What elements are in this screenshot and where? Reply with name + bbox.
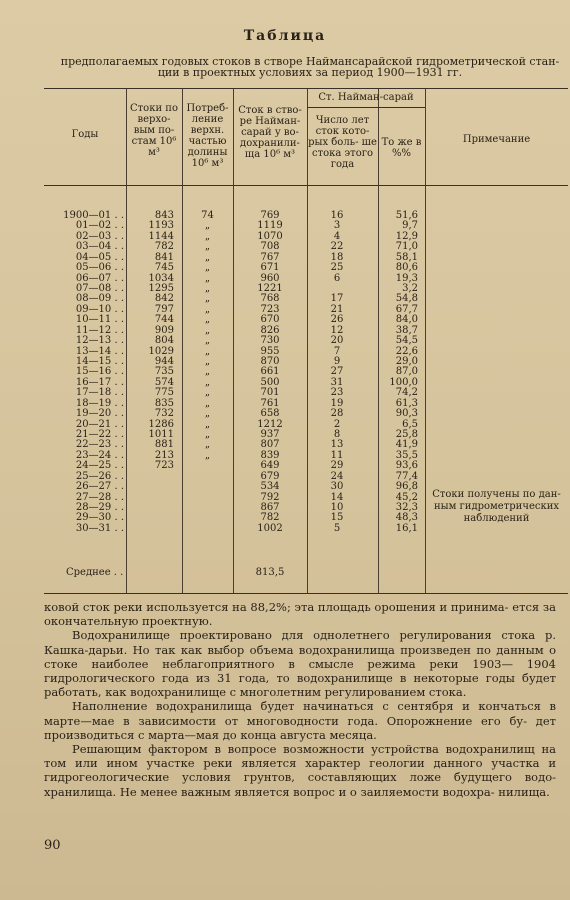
cell-valley	[182, 493, 233, 503]
cell-pct: 93,6	[395, 460, 418, 472]
cell-year: 28—29 . .	[75, 502, 124, 514]
cell-count: 17	[330, 293, 344, 305]
cell-year: 19—20 . .	[75, 408, 124, 420]
cell-runoff: 937	[260, 429, 280, 441]
cell-count: 23	[330, 387, 344, 399]
cell-upstream: 782	[154, 241, 174, 253]
cell-runoff: 723	[260, 303, 280, 315]
cell-valley: „	[204, 356, 211, 368]
cell-upstream: 909	[154, 324, 174, 336]
average-label: Среднее . .	[66, 567, 124, 578]
cell-runoff: 658	[260, 408, 280, 420]
cell-valley	[182, 472, 233, 482]
cell-upstream: 1286	[148, 418, 174, 430]
cell-runoff: 807	[260, 439, 280, 451]
cell-runoff: 1070	[257, 230, 283, 242]
cell-year: 17—18 . .	[75, 387, 124, 399]
cell-upstream: 574	[154, 376, 174, 388]
cell-year: 24—25 . .	[75, 460, 124, 472]
cell-year: 10—11 . .	[75, 314, 124, 326]
cell-count: 15	[330, 512, 344, 524]
cell-valley: „	[204, 418, 211, 430]
cell-year: 26—27 . .	[75, 481, 124, 493]
cell-valley: „	[204, 449, 211, 461]
cell-runoff: 768	[260, 293, 280, 305]
cell-year: 05—06 . .	[75, 262, 124, 274]
cell-runoff: 708	[260, 241, 280, 253]
cell-year: 30—31 . .	[75, 522, 124, 534]
table-caption: предполагаемых годовых стоков в створе Наймансарайской гидрометрической стан- ции в проектных условиях за период 1900—1931 гг.	[60, 55, 560, 79]
cell-count: 18	[330, 251, 344, 263]
cell-valley	[182, 513, 233, 523]
cell-year: 14—15 . .	[75, 356, 124, 368]
col-header-valley: Потреб- ление верхн. частью долины 10⁶ м³	[186, 103, 229, 169]
cell-upstream: 1029	[148, 345, 174, 357]
page-number: 90	[44, 838, 61, 853]
cell-upstream: 1193	[148, 220, 174, 232]
paragraph: Решающим фактором в вопросе возможности устройства водохранилищ на том или ином участке реки является характер геологии данного участка и гидрогеологические условия грунтов, составляющих ложе будущего водо- хранилища. Не менее важным является вопрос и о заиляемости водохра- нилища.	[44, 742, 556, 799]
cell-runoff: 730	[260, 335, 280, 347]
cell-count: 21	[330, 303, 344, 315]
cell-valley: „	[204, 335, 211, 347]
cell-count: 28	[330, 408, 344, 420]
cell-pct: 35,5	[395, 449, 418, 461]
cell-upstream	[126, 482, 174, 492]
average-value: 813,5	[255, 567, 285, 578]
cell-pct: 74,2	[395, 387, 418, 399]
cell-year: 08—09 . .	[75, 293, 124, 305]
paragraph: Наполнение водохранилища будет начинаться с сентября и кончаться в марте—мае в зависимости от многоводности года. Опорожнение его бу- дет производиться с марта—мая до конца августа месяца.	[44, 699, 556, 742]
cell-pct: 12,9	[395, 230, 418, 242]
cell-valley: „	[204, 303, 211, 315]
cell-year: 16—17 . .	[75, 376, 124, 388]
cell-upstream: 835	[154, 397, 174, 409]
cell-valley: „	[204, 429, 211, 441]
cell-count: 9	[333, 356, 341, 368]
cell-pct: 54,5	[395, 335, 418, 347]
cell-runoff: 1221	[257, 283, 283, 294]
cell-pct: 16,1	[395, 522, 418, 534]
cell-upstream: 213	[154, 449, 174, 461]
cell-valley	[182, 461, 233, 471]
cell-year: 04—05 . .	[75, 251, 124, 263]
cell-count: 10	[330, 502, 344, 514]
col-header-years: Годы	[71, 129, 99, 140]
col-header-note: Примечание	[462, 134, 531, 145]
cell-runoff: 761	[260, 397, 280, 409]
cell-upstream: 735	[154, 366, 174, 378]
paragraph: ковой сток реки используется на 88,2%; эта площадь орошения и принима- ется за окончательную проектную.	[44, 600, 556, 629]
cell-count: 4	[333, 230, 341, 242]
cell-upstream: 944	[154, 356, 174, 368]
cell-runoff: 500	[260, 376, 280, 388]
cell-pct: 25,8	[395, 429, 418, 441]
cell-valley: „	[204, 272, 211, 284]
cell-runoff: 767	[260, 251, 280, 263]
cell-valley: „	[204, 293, 211, 305]
cell-pct: 71,0	[395, 241, 418, 253]
cell-count: 27	[330, 366, 344, 378]
cell-valley: „	[204, 262, 211, 274]
cell-valley: „	[204, 241, 211, 253]
note-text: Стоки получены по дан- ным гидрометрических наблюдений	[432, 489, 561, 524]
cell-count: 3	[333, 220, 341, 232]
cell-count: 7	[333, 345, 341, 357]
cell-valley	[182, 482, 233, 492]
cell-pct: 58,1	[395, 251, 418, 263]
cell-upstream: 797	[154, 303, 174, 315]
col-header-station: Ст. Найман-сарай	[318, 92, 414, 103]
cell-valley	[182, 503, 233, 513]
cell-upstream: 1295	[148, 283, 174, 294]
cell-year: 1900—01 . .	[63, 210, 124, 221]
cell-pct: 96,8	[395, 481, 418, 493]
cell-pct: 32,3	[395, 502, 418, 514]
cell-pct: 48,3	[395, 512, 418, 524]
cell-runoff: 701	[260, 387, 280, 399]
cell-valley: 74	[201, 210, 214, 221]
cell-year: 12—13 . .	[75, 335, 124, 347]
cell-year: 02—03 . .	[75, 230, 124, 242]
cell-count: 2	[333, 418, 341, 430]
cell-upstream: 732	[154, 408, 174, 420]
col-header-upstream: Стоки по верхо- вым по- стам 10⁶ м³	[130, 103, 178, 158]
cell-year: 03—04 . .	[75, 241, 124, 253]
cell-upstream	[126, 472, 174, 482]
cell-runoff: 649	[260, 460, 280, 472]
cell-pct: 54,8	[395, 293, 418, 305]
cell-year: 15—16 . .	[75, 366, 124, 378]
cell-upstream: 843	[154, 210, 174, 221]
cell-runoff: 792	[260, 491, 280, 503]
cell-count: 16	[330, 210, 344, 221]
cell-runoff: 870	[260, 356, 280, 368]
cell-runoff: 1212	[257, 418, 283, 430]
cell-pct: 3,2	[402, 283, 418, 294]
cell-pct: 84,0	[395, 314, 418, 326]
cell-pct: 77,4	[395, 470, 418, 482]
cell-valley: „	[204, 220, 211, 232]
cell-runoff: 661	[260, 366, 280, 378]
cell-upstream: 745	[154, 262, 174, 274]
cell-upstream: 1011	[148, 429, 174, 441]
cell-runoff: 1119	[257, 220, 283, 232]
cell-count: 12	[330, 324, 344, 336]
cell-pct: 6,5	[402, 418, 418, 430]
cell-runoff: 782	[260, 512, 280, 524]
cell-count: 20	[330, 335, 344, 347]
cell-upstream: 723	[154, 460, 174, 472]
cell-pct: 38,7	[395, 324, 418, 336]
cell-pct: 80,6	[395, 262, 418, 274]
cell-valley: „	[204, 283, 211, 294]
cell-valley: „	[204, 397, 211, 409]
cell-count: 29	[330, 460, 344, 472]
cell-runoff: 839	[260, 449, 280, 461]
col-header-percent: То же в %%	[381, 137, 422, 159]
cell-year: 13—14 . .	[75, 345, 124, 357]
runoff-table	[44, 88, 568, 594]
cell-pct: 22,6	[395, 345, 418, 357]
cell-upstream: 744	[154, 314, 174, 326]
cell-valley: „	[204, 345, 211, 357]
cell-year: 01—02 . .	[75, 220, 124, 232]
cell-pct: 45,2	[395, 491, 418, 503]
cell-pct: 41,9	[395, 439, 418, 451]
cell-count: 11	[330, 449, 344, 461]
cell-runoff: 960	[260, 272, 280, 284]
cell-pct: 19,3	[395, 272, 418, 284]
cell-year: 20—21 . .	[75, 418, 124, 430]
cell-count: 22	[330, 241, 344, 253]
cell-pct: 100,0	[389, 376, 418, 388]
cell-valley: „	[204, 314, 211, 326]
cell-upstream: 881	[154, 439, 174, 451]
cell-year: 07—08 . .	[75, 283, 124, 294]
cell-year: 25—26 . .	[75, 470, 124, 482]
cell-upstream	[126, 503, 174, 513]
cell-valley: „	[204, 387, 211, 399]
cell-count: 14	[330, 491, 344, 503]
cell-upstream	[126, 513, 174, 523]
cell-pct: 51,6	[395, 210, 418, 221]
cell-runoff: 769	[260, 210, 280, 221]
cell-upstream: 775	[154, 387, 174, 399]
cell-pct: 67,7	[395, 303, 418, 315]
cell-year: 23—24 . .	[75, 449, 124, 461]
cell-year: 27—28 . .	[75, 491, 124, 503]
cell-valley: „	[204, 366, 211, 378]
cell-valley: „	[204, 324, 211, 336]
col-header-years-more: Число лет сток кото- рых боль- ше стока этого года	[308, 115, 377, 170]
cell-upstream: 842	[154, 293, 174, 305]
cell-count: 25	[330, 262, 344, 274]
cell-count: 30	[330, 481, 344, 493]
cell-year: 06—07 . .	[75, 272, 124, 284]
page-title: Таблица	[243, 28, 327, 44]
cell-year: 22—23 . .	[75, 439, 124, 451]
cell-count: 8	[333, 429, 341, 441]
cell-count: 19	[330, 397, 344, 409]
cell-count: 24	[330, 470, 344, 482]
cell-runoff: 534	[260, 481, 280, 493]
cell-runoff: 670	[260, 314, 280, 326]
cell-runoff: 679	[260, 470, 280, 482]
cell-valley: „	[204, 230, 211, 242]
cell-valley: „	[204, 439, 211, 451]
cell-pct: 90,3	[395, 408, 418, 420]
cell-upstream	[126, 524, 174, 534]
cell-valley: „	[204, 251, 211, 263]
cell-upstream	[126, 493, 174, 503]
cell-pct: 29,0	[395, 356, 418, 368]
cell-count: 6	[333, 272, 341, 284]
cell-valley	[182, 524, 233, 534]
cell-upstream: 841	[154, 251, 174, 263]
cell-valley: „	[204, 408, 211, 420]
cell-year: 21—22 . .	[75, 429, 124, 441]
body-text	[44, 600, 556, 799]
cell-runoff: 867	[260, 502, 280, 514]
cell-year: 29—30 . .	[75, 512, 124, 524]
cell-upstream: 804	[154, 335, 174, 347]
cell-count: 13	[330, 439, 344, 451]
col-header-runoff: Сток в ство- ре Найман- сарай у во- дохранили- ща 10⁶ м³	[238, 105, 302, 160]
cell-pct: 87,0	[395, 366, 418, 378]
cell-upstream: 1034	[148, 272, 174, 284]
cell-runoff: 671	[260, 262, 280, 274]
cell-runoff: 955	[260, 345, 280, 357]
cell-count: 5	[333, 522, 341, 534]
cell-runoff: 1002	[257, 522, 283, 534]
cell-runoff: 826	[260, 324, 280, 336]
cell-count: 26	[330, 314, 344, 326]
cell-count: 31	[330, 376, 344, 388]
cell-year: 11—12 . .	[75, 324, 124, 336]
paragraph: Водохранилище проектировано для однолетнего регулирования стока р. Кашка-дарьи. Но так как выбор объема водохранилища произведен по данным о стоке наиболее неблагоприятного в смысле режима реки 1903— 1904 гидрологического года из 31 года, то водохранилище в некоторые годы будет работать, как водохранилище с многолетним регулированием стока.	[44, 628, 556, 700]
cell-year: 09—10 . .	[75, 303, 124, 315]
cell-year: 18—19 . .	[75, 397, 124, 409]
cell-valley: „	[204, 376, 211, 388]
cell-pct: 9,7	[402, 220, 418, 232]
cell-upstream: 1144	[148, 230, 174, 242]
cell-pct: 61,3	[395, 397, 418, 409]
